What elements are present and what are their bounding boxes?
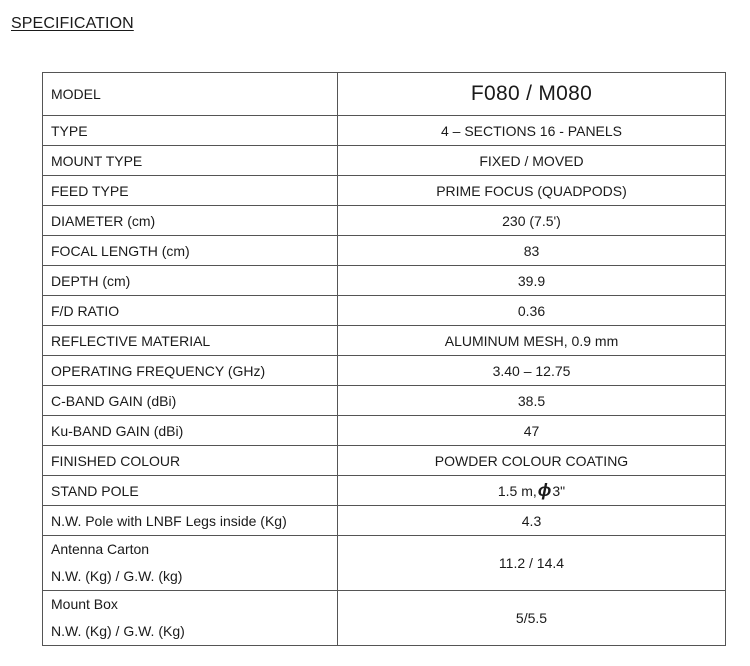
- row-value: PRIME FOCUS (QUADPODS): [338, 176, 726, 206]
- row-label: STAND POLE: [43, 476, 338, 506]
- table-row: [43, 116, 726, 146]
- row-label: TYPE: [43, 116, 338, 146]
- row-label: MOUNT TYPE: [43, 146, 338, 176]
- row-label: F/D RATIO: [43, 296, 338, 326]
- row-value: 4 – SECTIONS 16 - PANELS: [338, 116, 726, 146]
- model-value: F080 / M080: [338, 73, 726, 116]
- page-title: SPECIFICATION: [11, 15, 134, 32]
- row-label-line1: Mount Box: [51, 596, 118, 612]
- row-value: 4.3: [338, 506, 726, 536]
- row-value: 83: [338, 236, 726, 266]
- table-row: [43, 176, 726, 206]
- table-row-stand-pole: [43, 476, 726, 506]
- row-label: Ku-BAND GAIN (dBi): [43, 416, 338, 446]
- stand-pole-diameter: 3": [552, 483, 566, 499]
- table-row: [43, 416, 726, 446]
- table-row: [43, 146, 726, 176]
- row-label: DEPTH (cm): [43, 266, 338, 296]
- row-value: ALUMINUM MESH, 0.9 mm: [338, 326, 726, 356]
- table-row: [43, 506, 726, 536]
- row-label: C-BAND GAIN (dBi): [43, 386, 338, 416]
- row-label: FOCAL LENGTH (cm): [43, 236, 338, 266]
- row-value: POWDER COLOUR COATING: [338, 446, 726, 476]
- row-value: 5/5.5: [338, 591, 726, 646]
- row-label: OPERATING FREQUENCY (GHz): [43, 356, 338, 386]
- row-value: 38.5: [338, 386, 726, 416]
- specification-table: [42, 72, 726, 646]
- table-row: [43, 266, 726, 296]
- row-label: N.W. Pole with LNBF Legs inside (Kg): [43, 506, 338, 536]
- model-label: MODEL: [43, 73, 338, 116]
- row-value: [338, 476, 726, 506]
- row-value: FIXED / MOVED: [338, 146, 726, 176]
- row-label: FEED TYPE: [43, 176, 338, 206]
- table-row: [43, 296, 726, 326]
- table-row: [43, 236, 726, 266]
- row-value: 230 (7.5'): [338, 206, 726, 236]
- row-value: 39.9: [338, 266, 726, 296]
- table-row: [43, 446, 726, 476]
- table-row: [43, 326, 726, 356]
- row-label: [43, 536, 338, 591]
- table-row-antenna-carton: [43, 536, 726, 591]
- table-row-model: [43, 73, 726, 116]
- row-label-line2: N.W. (Kg) / G.W. (Kg): [51, 623, 185, 639]
- row-value: 0.36: [338, 296, 726, 326]
- row-label: DIAMETER (cm): [43, 206, 338, 236]
- row-value: 47: [338, 416, 726, 446]
- table-row: [43, 206, 726, 236]
- table-row: [43, 356, 726, 386]
- row-label-line1: Antenna Carton: [51, 541, 150, 557]
- row-label-line2: N.W. (Kg) / G.W. (kg): [51, 568, 183, 584]
- diameter-symbol: ϕ: [537, 480, 552, 500]
- row-label: FINISHED COLOUR: [43, 446, 338, 476]
- stand-pole-length: 1.5 m,: [497, 483, 537, 499]
- row-label: [43, 591, 338, 646]
- table-row-mount-box: [43, 591, 726, 646]
- row-label: REFLECTIVE MATERIAL: [43, 326, 338, 356]
- table-row: [43, 386, 726, 416]
- row-value: 3.40 – 12.75: [338, 356, 726, 386]
- row-value: 11.2 / 14.4: [338, 536, 726, 591]
